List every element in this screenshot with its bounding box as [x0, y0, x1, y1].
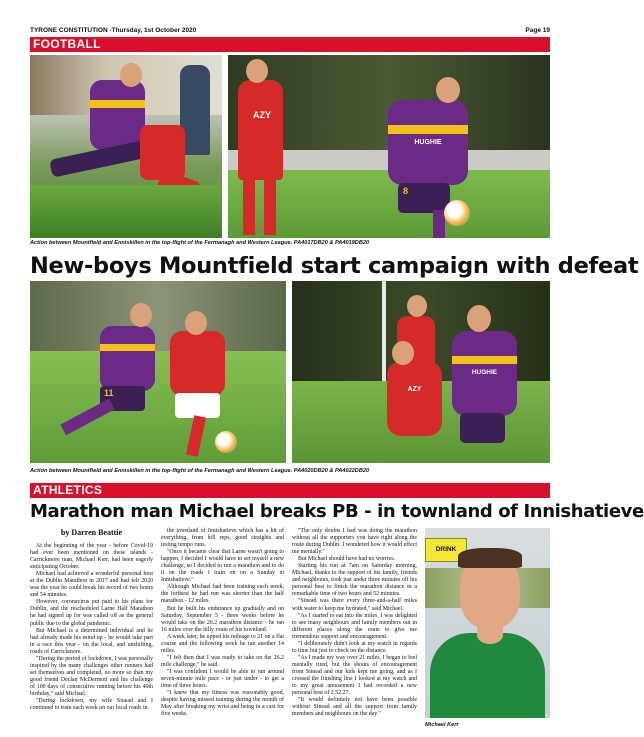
article-paragraph: "During lockdown, my wife Sinead and I continued to train each week on our local roads in	[30, 698, 153, 712]
player-head	[130, 303, 152, 327]
portrait-shirt	[430, 633, 545, 718]
byline: by Darren Beattie	[60, 528, 123, 537]
article-paragraph: "I was confident I would be able to run around seven-minute mile pace - or just under - to get a time of three hours.	[161, 668, 284, 690]
player-head	[120, 63, 142, 87]
page-header	[30, 27, 550, 36]
pitch	[228, 170, 550, 238]
article-paragraph: "The only doubts I had was doing the marathon without all the supporters you have right along the route during Dublin. I wondered how it would effect me mentally."	[292, 528, 417, 556]
player-head	[436, 77, 460, 103]
photo-michael-kerr	[425, 528, 550, 718]
article-paragraph: But he built his endurance up gradually and on Saturday, September 5 - three weeks before he would take on the 26.2 marathon distance - he ran 16 miles over the hilly route of his townland.	[161, 605, 284, 633]
player-sock-left	[243, 180, 255, 235]
article-paragraph: Michael had achieved a wonderful personal best at the Dublin Marathon in 2017 and had felt 2020 was the year he could break his record of two hours and 54 minutes.	[30, 571, 153, 599]
jersey-stripe	[388, 125, 468, 134]
section-bar-athletics: ATHLETICS	[30, 483, 550, 498]
jersey-sponsor-text: HUGHIE	[471, 369, 498, 376]
section-bar-football: FOOTBALL	[30, 37, 550, 52]
article-paragraph: A week later, he upped his mileage to 21 on a flat course and the following week he ran another 14 miles.	[161, 633, 284, 654]
article-column-3	[292, 528, 417, 733]
photo-caption-bottom: Action between Mountfield and Enniskillen in the top-flight of the Fermanagh and Western League. PA4020DB20 & PA4022DB20	[30, 468, 370, 474]
football-ball	[444, 200, 470, 226]
jersey-stripe	[100, 344, 155, 351]
article-paragraph: "I deliberately didn't look at my watch in regards to time but just to check on the distance.	[292, 640, 417, 654]
photo-football-1	[30, 55, 222, 238]
jersey-stripe	[452, 356, 517, 364]
player-red-jersey	[387, 361, 442, 436]
article-paragraph: "Sinead was there every three-and-a-half miles with water to keep me hydrated," said Michael.	[292, 598, 417, 612]
player-red-jersey	[170, 331, 225, 396]
player-sock-right	[264, 180, 276, 235]
pitch	[30, 185, 222, 238]
article-paragraph: But Michael should have had no worries.	[298, 556, 396, 563]
player-red-jersey	[238, 80, 283, 180]
publication-line: TYRONE CONSTITUTION -Thursday, 1st October 2020	[30, 27, 197, 34]
player-purple-jersey	[100, 326, 155, 391]
jersey-sponsor-text: AZY	[253, 110, 271, 120]
article-paragraph: Starting his run at 7am on Saturday morning, Michael, thanks to the support of his family, friends and neighbours, took just under three minutes off his personal best to finish the marathon distance in a remarkable time of two hours and 52 minutes.	[292, 563, 417, 598]
article-paragraph: Although Michael had been training each week, the furthest he had run was shorter than the half marathon - 12 miles.	[161, 584, 284, 605]
article-paragraph: "I knew that my fitness was reasonably good, despite having missed training during the month of May after breaking my wrist and being in a cast for five weeks.	[161, 690, 284, 718]
article-paragraph: "As I made my way over 21 miles, I began to feel mentally tired, but the shouts of encouragement from Sinead and our kids kept me going, and as I crossed the finishing line I looked at my watch and to my great amusement I had recorded a new personal best of 2.52.27.	[292, 654, 417, 697]
article-column-1	[30, 543, 153, 733]
article-column-2	[161, 528, 284, 733]
article-paragraph: "I felt then that I was ready to take on the 26.2 mile challenge," he said.	[161, 654, 284, 668]
article-paragraph: However, coronavirus put paid to his plans for Dublin, and the rescheduled Larne Half Marathon he had signed up for was called off as the general public due to the global pandemic.	[30, 599, 153, 627]
page-number: Page 19	[525, 27, 550, 34]
goal-post	[382, 281, 386, 391]
photo-football-2	[228, 55, 550, 238]
photo-caption-top: Action between Mountfield and Enniskillen in the top-flight of the Fermanagh and Western League. PA4017DB20 & PA4019DB20	[30, 240, 370, 246]
jersey-sponsor-text: HUGHIE	[414, 139, 442, 146]
player-head	[246, 59, 268, 83]
player-head	[467, 305, 491, 332]
article-paragraph: "During the period of lockdown, I was personally inspired by the many challenges other runners had set themselves and completed, no more so than my good friend Declan McDermott and his challenge of 100 days of consecutive running before his 40th birthday," said Michael.	[30, 655, 153, 697]
shorts-number: 8	[403, 186, 409, 196]
background-sign: DRINK	[425, 538, 467, 562]
article-paragraph: "Once it became clear that Larne wasn't going to happen, I decided I would have to set myself a new challenge, so I decided to run a marathon and to do it on the roads I train on on a Sunday in Innishatieve."	[161, 549, 284, 584]
photo-caption-michael: Michael Kerr	[425, 722, 459, 728]
player-shorts	[460, 413, 505, 443]
headline-athletics: Marathon man Michael breaks PB - in townland of Innishatieve	[30, 501, 644, 522]
article-paragraph: the townland of Innishatieve which has a bit of everything, from hill reps, good straights and testing tempo runs.	[161, 528, 284, 549]
player-head	[185, 311, 207, 335]
player-head	[392, 341, 414, 365]
jersey-sponsor-text: AZY	[407, 386, 422, 393]
shorts-number: 11	[104, 388, 114, 398]
photo-football-3	[30, 281, 286, 463]
pitch	[30, 351, 286, 463]
photo-football-4	[292, 281, 550, 463]
jersey-stripe	[90, 100, 145, 108]
background-trees	[30, 281, 286, 351]
headline-football: New-boys Mountfield start campaign with defeat	[30, 253, 639, 279]
football-ball	[215, 431, 237, 453]
player-head	[407, 295, 427, 317]
player-shorts-white	[175, 393, 220, 418]
portrait-hair	[458, 548, 522, 568]
article-paragraph: "As I started to eat into the miles, I was delighted to see many neighbours and family members out in different places along the route to give me tremendous support and encouragement.	[292, 612, 417, 640]
portrait-neck	[477, 626, 503, 644]
article-paragraph: "It would definitely not have been possible without Sinead and all the support from family members and neighbours on the day."	[292, 697, 417, 718]
article-paragraph: But Michael is a determined individual and he had already made his mind up - he would take part in a race this year - on the local, and unshifting, roads of Carrickmore.	[30, 627, 153, 655]
player-purple-jersey	[90, 80, 145, 150]
article-paragraph: At the beginning of the year - before Covid-19 had ever been mentioned on these islands - Carrickmore man, Michael Kerr, had been eagerly anticipating October.	[30, 543, 153, 571]
